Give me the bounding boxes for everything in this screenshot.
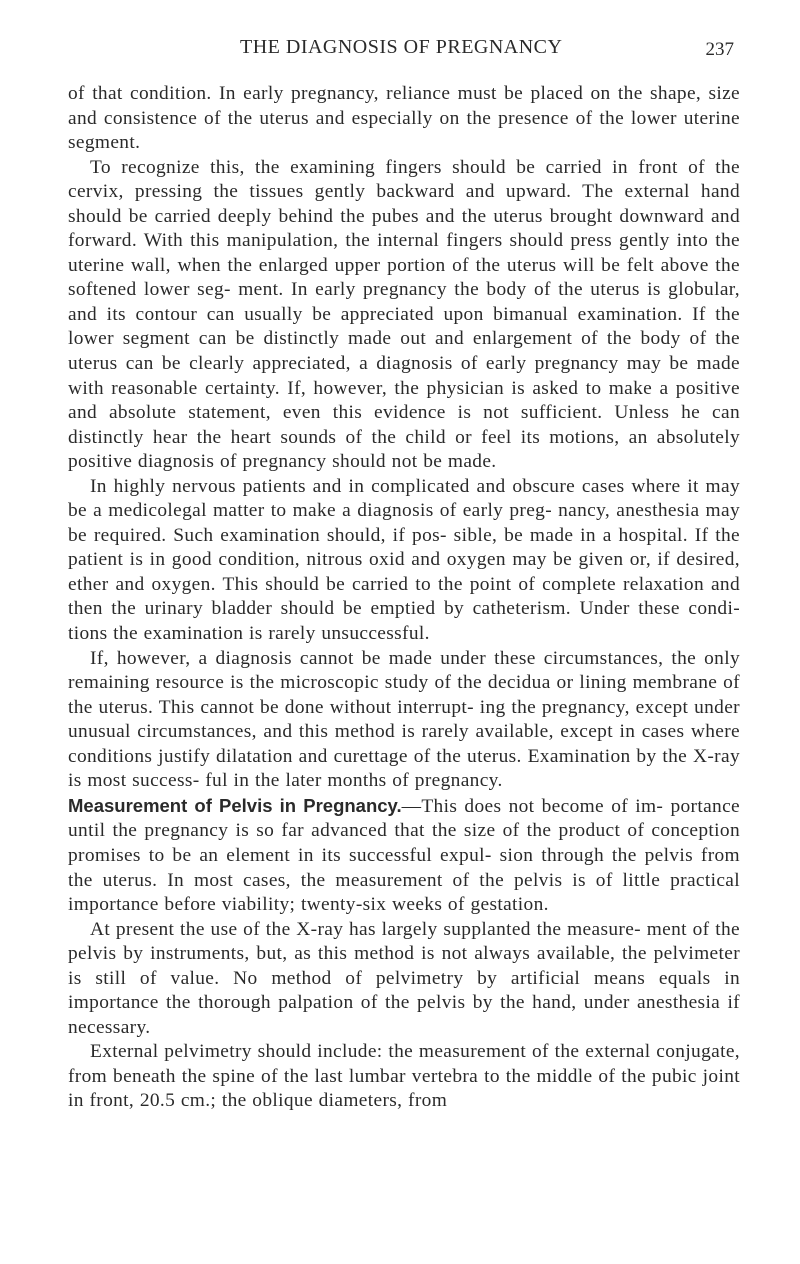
- paragraph: To recognize this, the examining fingers should be carried in front of the cervix, pressing the tissues gently backward and upward. The external hand should be carried deeply behind the pubes and the uterus brought downward and forward. With this manipulation, the internal fingers should press gently into the uterine wall, when the enlarged upper portion of the uterus will be felt above the softened lower seg- ment. In early pregnancy the body of the uterus is globular, and its contour can usually be appreciated upon bimanual examination. If the lower segment can be distinctly made out and enlargement of the body of the uterus can be clearly appreciated, a diagnosis of early pregnancy may be made with reasonable certainty. If, however, the physician is asked to make a positive and absolute statement, even this evidence is not sufficient. Unless he can distinctly hear the heart sounds of the child or feel its motions, an absolutely positive diagnosis of pregnancy should not be made.: [68, 156, 740, 473]
- paragraph: If, however, a diagnosis cannot be made under these circumstances, the only remaining resource is the microscopic study of the decidua or lining membrane of the uterus. This cannot be done without interrupt- ing the pregnancy, except under unusual circumstances, and this method is rarely available, except in cases where conditions justify dilatation and curettage of the uterus. Examination by the X-ray is most success- ful in the later months of pregnancy.: [68, 647, 740, 792]
- page-number: 237: [705, 39, 734, 60]
- paragraph: of that condition. In early pregnancy, reliance must be placed on the shape, size and consistence of the uterus and especially on the presence of the lower uterine segment.: [68, 83, 740, 154]
- paragraph: In highly nervous patients and in complicated and obscure cases where it may be a medicolegal matter to make a diagnosis of early preg- nancy, anesthesia may be required. Such examination should, if pos- sible, be made in a hospital. If the patient is in good condition, nitrous oxid and oxygen may be given or, if desired, ether and oxygen. This should be carried to the point of complete relaxation and then the urinary bladder should be emptied by catheterism. Under these condi- tions the examination is rarely unsuccessful.: [68, 475, 740, 645]
- paragraph-with-heading: Measurement of Pelvis in Pregnancy.—This does not become of im- portance until the pregnancy is so far advanced that the size of the product of conception promises to be an element in its successful expul- sion through the pelvis from the uterus. In most cases, the measurement of the pelvis is of little practical importance before viability; twenty-six weeks of gestation.: [68, 794, 740, 916]
- paragraph: At present the use of the X-ray has largely supplanted the measure- ment of the pelvis by instruments, but, as this method is not always available, the pelvimeter is still of value. No method of pelvimetry by artificial means equals in importance the thorough palpation of the pelvis by the hand, under anesthesia if necessary.: [68, 918, 740, 1038]
- section-heading: Measurement of Pelvis in Pregnancy.: [68, 794, 402, 816]
- paragraph: External pelvimetry should include: the measurement of the external conjugate, from beneath the spine of the last lumbar vertebra to the middle of the pubic joint in front, 20.5 cm.; the oblique diameters, from: [68, 1041, 740, 1112]
- running-title: THE DIAGNOSIS OF PREGNANCY: [240, 36, 563, 58]
- running-head: [0, 36, 800, 66]
- body-text: [68, 82, 740, 1114]
